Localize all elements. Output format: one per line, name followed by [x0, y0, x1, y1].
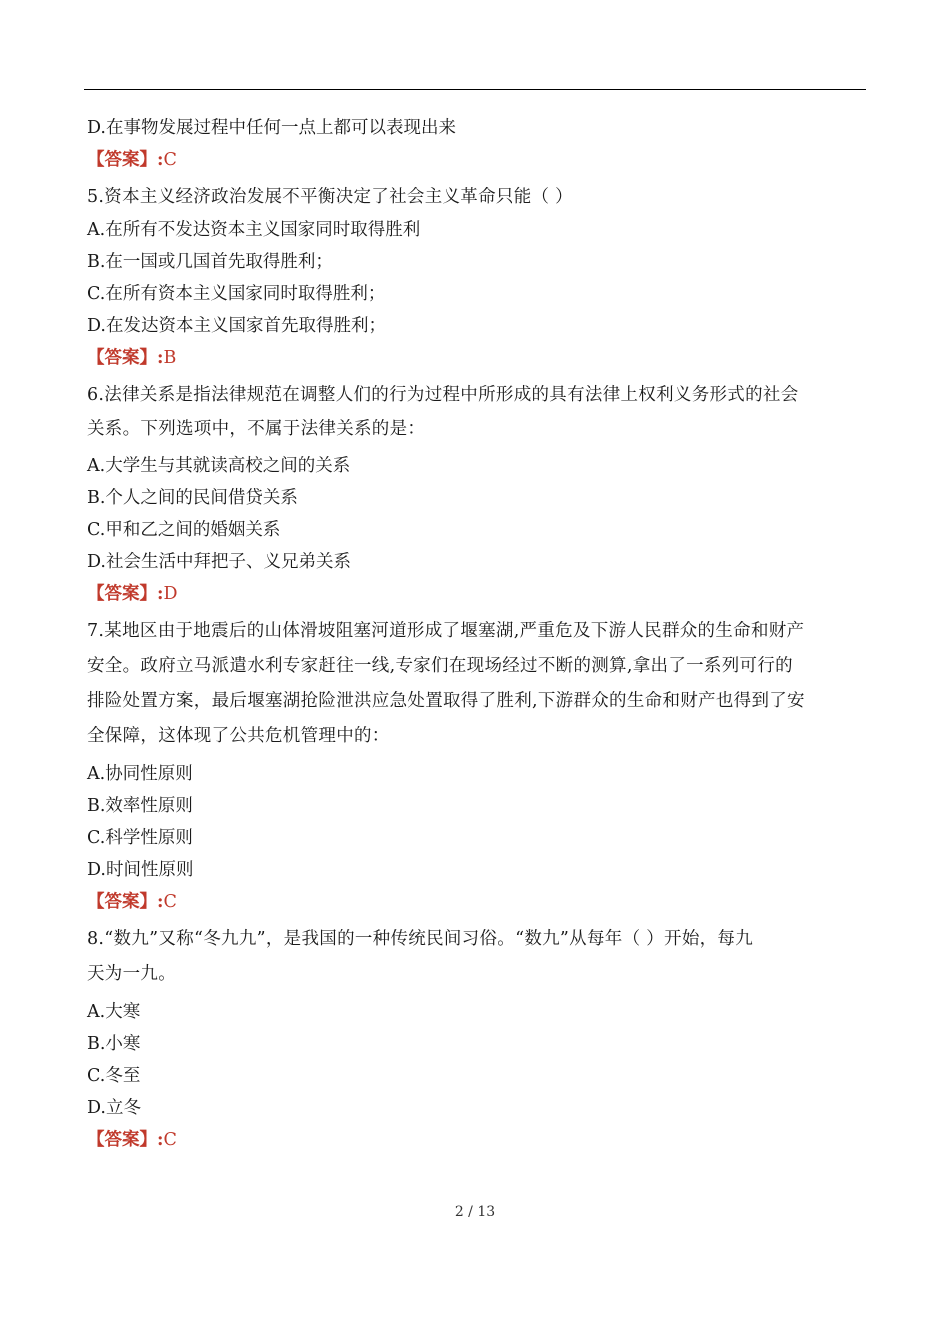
answer-value: B — [163, 348, 177, 368]
answer-label: 【答案】: — [87, 150, 164, 170]
option-d: D.社会生活中拜把子、义兄弟关系 — [87, 552, 351, 572]
question-8 — [87, 922, 867, 1156]
question-stem-line-4: 全保障，这体现了公共危机管理中的： — [87, 726, 390, 746]
header-rule — [84, 89, 866, 90]
option-b: B.效率性原则 — [87, 796, 193, 816]
answer-label: 【答案】: — [87, 584, 164, 604]
page-number: 2 / 13 — [454, 1204, 496, 1220]
option-a: A.在所有不发达资本主义国家同时取得胜利 — [87, 220, 421, 240]
answer-value: C — [163, 150, 177, 170]
question-stem-line-2: 关系。下列选项中，不属于法律关系的是： — [87, 419, 426, 439]
option-line: D.在事物发展过程中任何一点上都可以表现出来 — [87, 118, 456, 138]
question-6 — [87, 378, 867, 610]
option-c: C.冬至 — [87, 1066, 141, 1086]
question-stem-line-1: 6.法律关系是指法律规范在调整人们的行为过程中所形成的具有法律上权利义务形式的社会 — [87, 385, 799, 405]
option-a: A.大寒 — [87, 1002, 141, 1022]
answer-value: C — [163, 892, 177, 912]
question-stem-line-1: 7.某地区由于地震后的山体滑坡阻塞河道形成了堰塞湖,严重危及下游人民群众的生命和财产 — [87, 621, 805, 641]
answer-label: 【答案】: — [87, 348, 164, 368]
option-d: D.立冬 — [87, 1098, 141, 1118]
answer-line — [87, 886, 867, 918]
question-stem: 5.资本主义经济政治发展不平衡决定了社会主义革命只能（ ） — [87, 187, 573, 207]
question-stem-line-3: 排险处置方案，最后堰塞湖抢险泄洪应急处置取得了胜利,下游群众的生命和财产也得到了安 — [87, 691, 805, 711]
option-d: D.在发达资本主义国家首先取得胜利； — [87, 316, 386, 336]
answer-label: 【答案】: — [87, 1130, 164, 1150]
page-content — [87, 112, 867, 1156]
question-stem-line-2: 安全。政府立马派遣水利专家赶往一线,专家们在现场经过不断的测算,拿出了一系列可行的 — [87, 656, 793, 676]
option-b: B.在一国或几国首先取得胜利； — [87, 252, 333, 272]
answer-value: C — [163, 1130, 177, 1150]
option-c: C.在所有资本主义国家同时取得胜利； — [87, 284, 386, 304]
option-a: A.协同性原则 — [87, 764, 193, 784]
question-5 — [87, 180, 867, 374]
answer-line — [87, 578, 867, 610]
option-a: A.大学生与其就读高校之间的关系 — [87, 456, 351, 476]
answer-line — [87, 342, 867, 374]
answer-value: D — [163, 584, 178, 604]
option-d: D.时间性原则 — [87, 860, 194, 880]
option-c: C.科学性原则 — [87, 828, 193, 848]
option-b: B.个人之间的民间借贷关系 — [87, 488, 298, 508]
answer-line — [87, 144, 867, 176]
option-c: C.甲和乙之间的婚姻关系 — [87, 520, 281, 540]
question-stem-line-2: 天为一九。 — [87, 964, 176, 984]
option-b: B.小寒 — [87, 1034, 141, 1054]
question-7 — [87, 614, 867, 918]
answer-label: 【答案】: — [87, 892, 164, 912]
answer-line — [87, 1124, 867, 1156]
question-stem-line-1: 8.“数九”又称“冬九九”，是我国的一种传统民间习俗。“数九”从每年（ ）开始，每九 — [87, 929, 754, 949]
